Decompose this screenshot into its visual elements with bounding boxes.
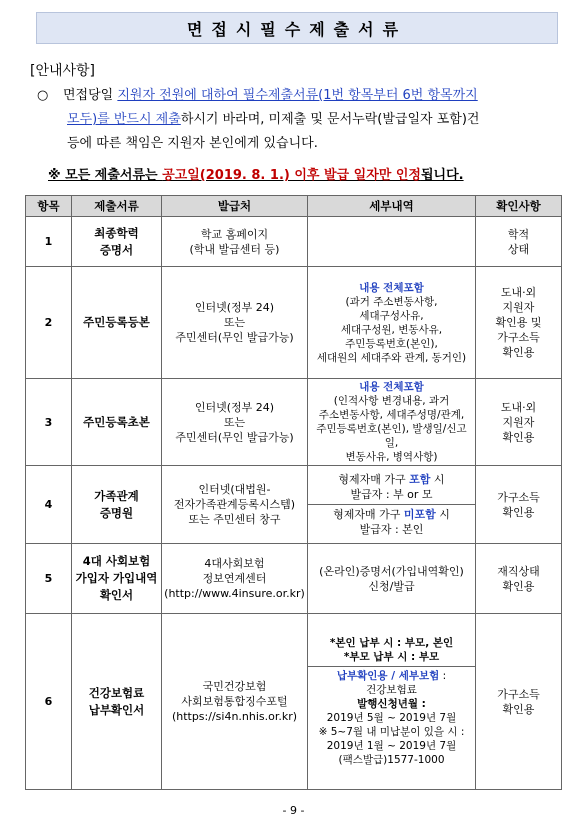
row-number: 2 <box>26 267 72 379</box>
row-check: 가구소득 확인용 <box>476 614 562 790</box>
table-row <box>26 217 562 267</box>
note-a: ※ 모든 제출서류는 <box>48 168 163 183</box>
header-details: 세부내역 <box>308 196 476 217</box>
row-document-name: 최종학력 증명서 <box>72 217 162 267</box>
row-check: 도내·외 지원자 확인용 및 가구소득 확인용 <box>476 267 562 379</box>
header-issuer: 발급처 <box>162 196 308 217</box>
row-number: 3 <box>26 379 72 466</box>
notice-note <box>48 164 464 183</box>
row-check: 도내·외 지원자 확인용 <box>476 379 562 466</box>
row-detail <box>308 217 476 267</box>
table-row <box>26 614 562 790</box>
para-line2-b: 하시기 바라며, 미제출 및 문서누락(발급일자 포함)건 <box>180 112 480 127</box>
row-number: 6 <box>26 614 72 790</box>
page-number: - 9 - <box>282 804 305 817</box>
header-document: 제출서류 <box>72 196 162 217</box>
documents-table <box>25 195 562 790</box>
notice-paragraph <box>37 84 562 156</box>
row-document-name: 가족관계 증명원 <box>72 466 162 544</box>
para-line1-b: 지원자 전원에 대하여 필수제출서류(1번 항목부터 6번 항목까지 <box>117 88 478 103</box>
note-c: 됩니다. <box>420 168 464 183</box>
notice-header: [안내사항] <box>30 63 96 79</box>
row-detail: *본인 납부 시 : 부모, 본인 *부모 납부 시 : 부모 납부확인용 / 세부보험 : 건강보험료 발행신청년월 : 2019년 5월 ~ 2019년 7월 ※ 5~7월 내 미납분이 있을 시 : 2019년 1월 ~ 2019년 7월 (팩스발급)1577-1000 <box>308 614 476 790</box>
table-header-row <box>26 196 562 217</box>
row-issuer: 인터넷(정부 24) 또는 주민센터(무인 발급가능) <box>162 379 308 466</box>
row-detail: (온라인)증명서(가입내역확인) 신청/발급 <box>308 544 476 614</box>
circle-bullet: ○ <box>37 88 49 103</box>
row-check: 재직상태 확인용 <box>476 544 562 614</box>
para-line2-a: 모두)를 반드시 제출 <box>67 112 181 127</box>
row-detail: 내용 전체포함 (인적사항 변경내용, 과거 주소변동사항, 세대주성명/관계, 주민등록번호(본인), 발생일/신고일, 변동사유, 병역사항) <box>308 379 476 466</box>
row-issuer: 인터넷(대법원- 전자가족관계등록시스템) 또는 주민센터 창구 <box>162 466 308 544</box>
para-line1-a: 면접당일 <box>63 88 118 103</box>
row-number: 1 <box>26 217 72 267</box>
table-row <box>26 267 562 379</box>
row-document-name: 건강보험료 납부확인서 <box>72 614 162 790</box>
row-number: 4 <box>26 466 72 544</box>
row-issuer: 4대사회보험 정보연계센터 (http://www.4insure.or.kr) <box>162 544 308 614</box>
row-number: 5 <box>26 544 72 614</box>
row-issuer: 인터넷(정부 24) 또는 주민센터(무인 발급가능) <box>162 267 308 379</box>
header-item: 항목 <box>26 196 72 217</box>
row-check: 학적 상태 <box>476 217 562 267</box>
row-issuer: 국민건강보험 사회보험통합징수포털 (https://si4n.nhis.or.kr) <box>162 614 308 790</box>
row-check: 가구소득 확인용 <box>476 466 562 544</box>
row-issuer: 학교 홈페이지 (학내 발급센터 등) <box>162 217 308 267</box>
header-check: 확인사항 <box>476 196 562 217</box>
row-document-name: 주민등록초본 <box>72 379 162 466</box>
para-line3: 등에 따른 책임은 지원자 본인에게 있습니다. <box>67 136 318 151</box>
row-detail: 내용 전체포함 (과거 주소변동사항, 세대구성사유, 세대구성원, 변동사유, 주민등록번호(본인), 세대원의 세대주와 관계, 동거인) <box>308 267 476 379</box>
row-document-name: 4대 사회보험 가입자 가입내역 확인서 <box>72 544 162 614</box>
page-title: 면접시필수제출서류 <box>36 12 558 44</box>
row-document-name: 주민등록등본 <box>72 267 162 379</box>
row-detail: 형제자매 가구 포함 시 발급자 : 부 or 모 형제자매 가구 미포함 시 발급자 : 본인 <box>308 466 476 544</box>
table-row <box>26 544 562 614</box>
table-row <box>26 466 562 544</box>
note-b: 공고일(2019. 8. 1.) 이후 발급 일자만 인정 <box>162 168 421 183</box>
table-row <box>26 379 562 466</box>
